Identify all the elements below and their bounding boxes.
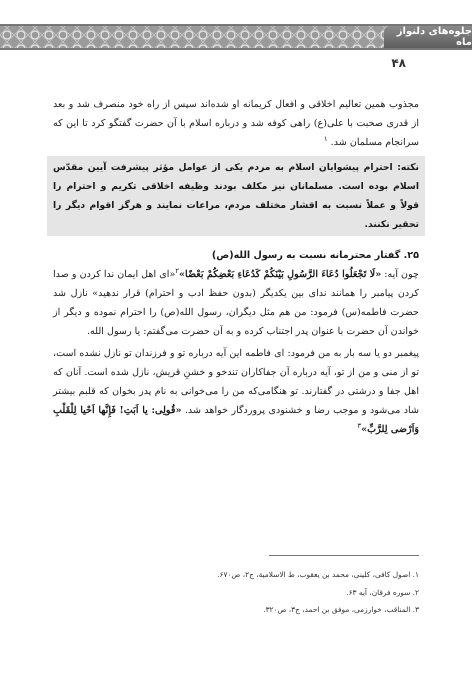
paragraph [53,265,419,341]
footnotes [53,566,419,619]
running-header-title: جلوه‌های دلنواز ماه [384,26,472,48]
footnote-ref: ۱ [323,134,328,143]
page-body [53,95,419,442]
section-heading: ۲۵. گفتار محترمانه نسبت به رسول الله(ص) [211,250,419,261]
paragraph [53,344,419,439]
footnote: ۱. اصول کافی، کلینی، محمد بن یعقوب، ط الاسلامیة، ج۲، ص۶۷۰. [217,570,419,579]
note-box: نکته: احترام پیشوایان اسلام به مردم یکی از عوامل مؤثر پیشرفت آیین مقدّس اسلام بوده است. مسلمانان نیز مکلف بودند وظیفه اخلاقی تکریم و احترام را قولاً و عملاً نسبت به اقشار مختلف مردم، مراعات نمایند و هرگز اقوام دیگر را تحقیر نکنند. [47,156,425,236]
footnote-ref: ۳ [357,421,362,430]
page-number: ۴۸ [391,56,406,70]
paragraph [53,95,419,152]
footnote: ۳. المناقب، خوارزمی، موفق بن احمد، ج۳، ص۳۲۰. [263,605,419,614]
quran-verse: «قُولِی: یا اَبَتِ! فَإِنَّها اَحْیا لِلْقَلْبِ وَاَرْضی لِلرَّبِّ» [53,405,419,435]
quran-verse: «لَا تَجْعَلُوا دُعَاءَ الرَّسُولِ بَيْنَكُمْ كَدُعَاءِ بَعْضِكُمْ بَعْضًا» [179,269,382,280]
footnote: ۲. سوره فرقان، آیه ۶۳. [346,587,419,597]
paragraph-text: «اى اهل ایمان ندا کردن و صدا کردن پیامبر را همانند ندای بین یکدیگر (بدون حفظ ادب و احترام) قرار ندهید» نازل شد حضرت فاطمه(س) فرمود: من هم مثل دیگران، رسول الله(ص) را احترام نموده و دیگر از خواندن آن حضرت با عنوان پدر اجتناب کرده و به آن حضرت می‌گفتم: یا رسول الله. [53,269,419,337]
paragraph-text: مجذوب همین تعالیم اخلاقی و افعال کریمانه او شده‌اند سپس از راه خود منصرف شد و بعد از قدری صحبت با علی(ع) راهی کوفه شد و درباره اسلام با آن حضرت گفتگو کرد تا این که سرانجام مسلمان شد. [53,99,419,148]
paragraph-text: پیغمبر دو یا سه بار به من فرمود: ای فاطمه این آیه درباره تو و فرزندان تو نازل نشده است، تو از منی و من از تو، آیه درباره آن جفاکاران تندخو و خشنِ قریش، نازل شده است. آنان که اهل جفا و درشتی در گفتارند. تو هنگامی‌که من را می‌خوانی به نام پدر بخوان که قلبم بیشتر شاد می‌شود و موجب رضا و خشنودی پروردگار خواهد شد. [53,348,419,416]
footnote-divider [269,555,419,556]
paragraph-text: چون آیه: [381,269,419,280]
footnote-ref: ۲ [175,266,180,275]
